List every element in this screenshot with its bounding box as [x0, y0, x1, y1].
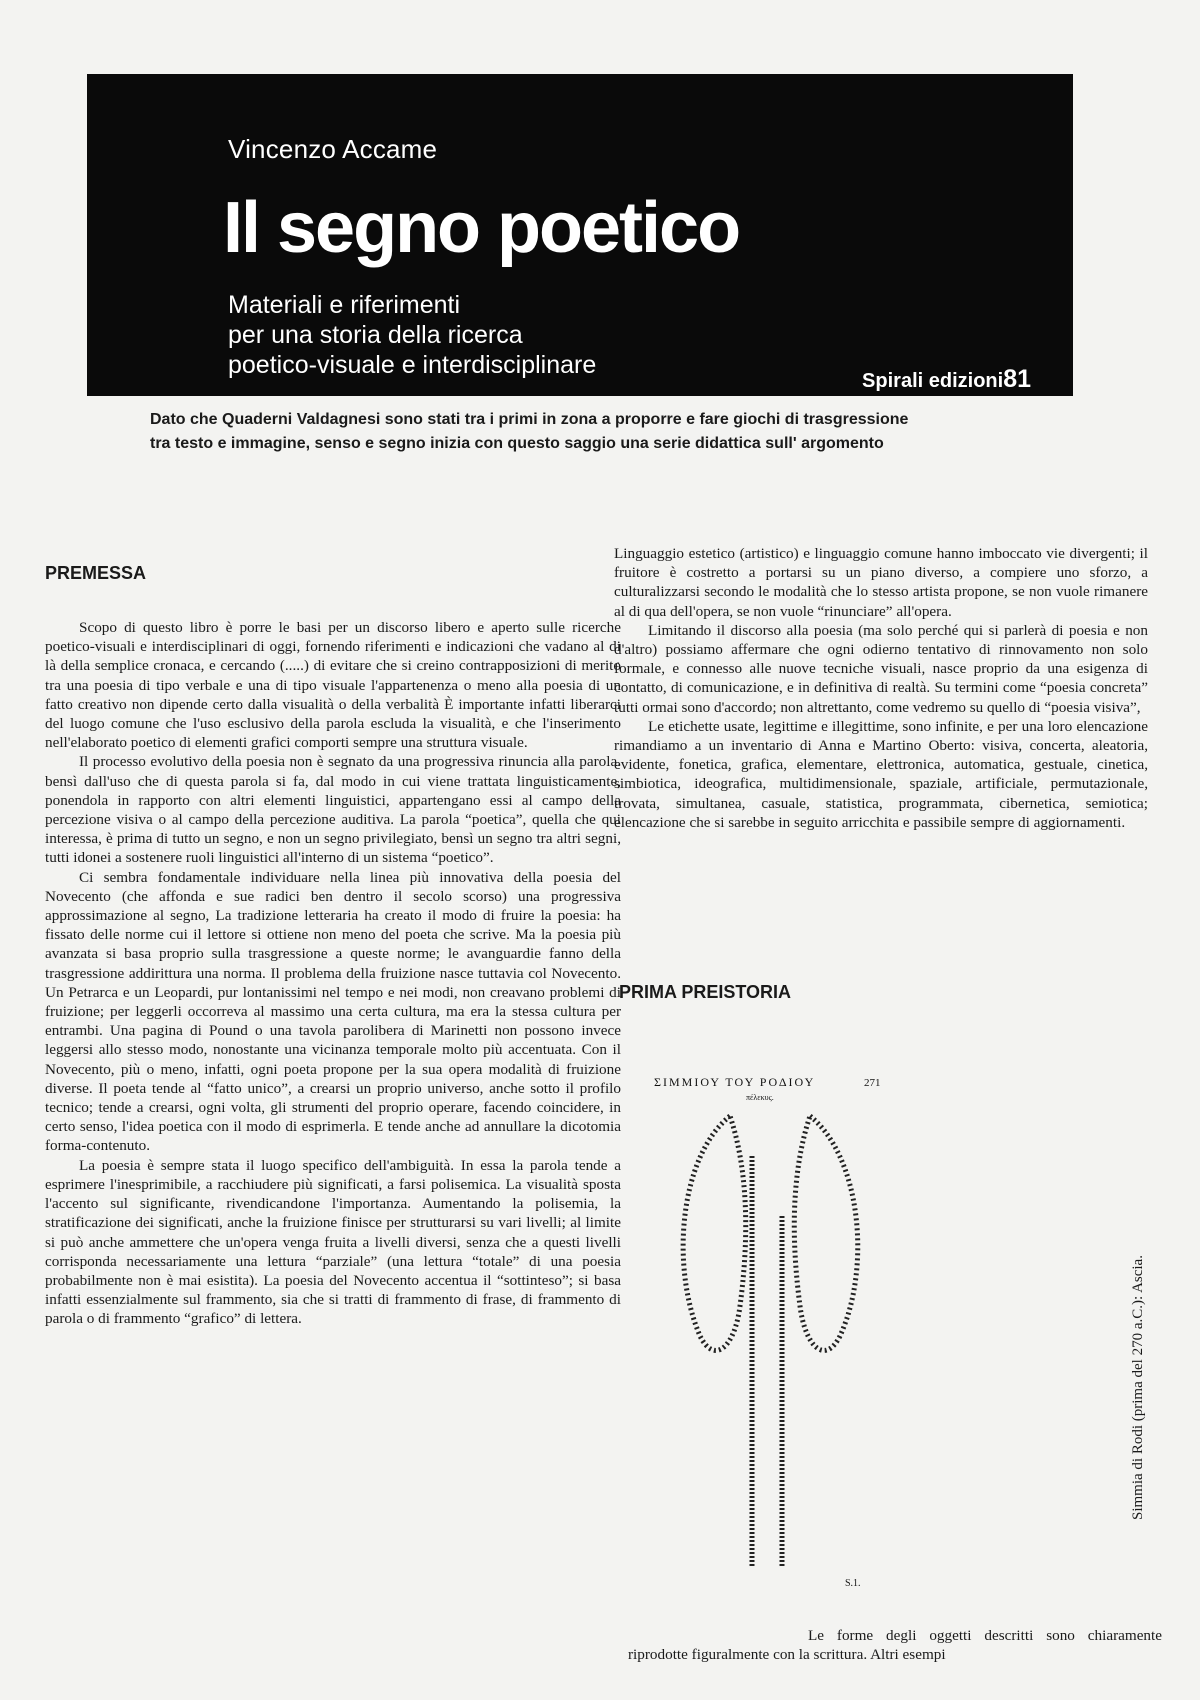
subtitle-line: Materiali e riferimenti	[228, 291, 461, 319]
figure-sub-label: πέλεκυς.	[746, 1093, 774, 1102]
axe-blade-left	[683, 1116, 746, 1350]
left-column	[45, 618, 621, 1329]
paragraph: Il processo evolutivo della poesia non è segnato da una progressiva rinuncia alla parola. bensì dall'uso che di questa parola si fa, dal modo in cui viene trattata linguisticamente, ponendola in rapporto con altri elementi linguistici, appartengano essi al campo della percezione visiva o al campo della percezione auditiva. La parola “poetica”, quella che qui interessa, è prima di tutto un segno, e non un segno privilegiato, bensì un segno tra altri segni, tutti idonei a sostenere ruoli linguistici all'interno di un sistema “poetico”.	[45, 753, 621, 867]
intro-note	[150, 408, 1050, 456]
caption-text: Le forme degli oggetti descritti sono chiaramente riprodotte figuralmente con la scrittura. Altri esempi	[628, 1627, 1162, 1663]
publisher-imprint	[862, 367, 1031, 392]
paragraph: Le etichette usate, legittime e illegittime, sono infinite, e per una loro elencazione rimandiamo a un inventario di Anna e Martino Oberto: visiva, concerta, aleatoria, evidente, fonetica, grafica, elementare, elettronica, automatica, gestuale, cinetica, simbiotica, ideografica, multidimensionale, spaziale, artificiale, permutazionale, trovata, simultanea, casuale, statistica, programmata, cibernetica, semiotica; elencazione che si sarebbe in seguito arricchita e passibile sempre di aggiornamenti.	[614, 717, 1148, 831]
figure-caption-vertical: Simmia di Rodi (prima del 270 a.C.): Ascia.	[1130, 1255, 1146, 1520]
right-column	[614, 544, 1148, 832]
section-heading-prima-preistoria: PRIMA PREISTORIA	[619, 982, 792, 1002]
paragraph: La poesia è sempre stata il luogo specifico dell'ambiguità. In essa la parola tende a esprimere l'inesprimibile, a racchiudere più significati, a farsi polisemica. La visualità sposta l'accento sul significante, rivendicandone l'importanza. Aumentando la polisemia, la stratificazione dei significati, anche la fruizione finisce per strutturarsi su vari livelli; al limite si può anche ammettere che un'opera venga fruita a livelli diversi, senza che a questi livelli corrisponda necessariamente una lettura “parziale” (una lettura “totale” di una poesia probabilmente non è mai esistita). La poesia del Novecento accentua il “sottinteso”; si basa infatti essenzialmente sul frammento, sia che si tratti di frammento di frase, di frammento di parola o di frammento “grafico” di lettera.	[45, 1156, 621, 1328]
title-banner	[87, 74, 1073, 396]
subtitle-line: poetico-visuale e interdisciplinare	[228, 351, 597, 379]
figure-page-ref: 271	[864, 1077, 881, 1089]
paragraph: Limitando il discorso alla poesia (ma solo perché qui si parlerà di poesia e non d'altro) possiamo affermare che ogni odierno tentativo di rinnovamento non solo formale, e connesso alle nuove tecniche visuali, nasce proprio da una esigenza di contatto, di comunicazione, e in definitiva di realtà. Su termini come “poesia concreta” tutti ormai sono d'accordo; non altrettanto, come vedremo su quello di “poesia visiva”,	[614, 621, 1148, 716]
intro-line: Dato che Quaderni Valdagnesi sono stati tra i primi in zona a proporre e fare giochi di trasgressione	[150, 411, 909, 428]
page-title: Il segno poetico	[223, 188, 740, 268]
figure-top-label: ΣΙΜΜΙΟΥ ΤΟΥ ΡΟΔΙΟΥ	[654, 1075, 816, 1089]
intro-line: tra testo e immagine, senso e segno inizia con questo saggio una serie didattica sull' argomento	[150, 435, 884, 452]
subtitle	[228, 290, 596, 380]
paragraph: Ci sembra fondamentale individuare nella linea più innovativa della poesia del Novecento (che affonda e sue radici ben dentro il secolo scorso) una progressiva approssimazione al segno, La tradizione letteraria ha creato il modo di fruire la poesia: ha fissato delle norme cui il lettore si ottiene non meno del poeta che scrive. Ma la poesia più avanzata si basa proprio sulla trasgressione a queste norme; le avanguardie fanno della trasgressione addirittura una norma. Il problema della fruizione nasce tuttavia col Novecento. Un Petrarca e un Leopardi, pur lontanissimi nel tempo e nei modi, non creavano problemi di fruizione; per leggerli occorreva al massimo una certa cultura, ma era la stessa cultura per entrambi. Una pagina di Pound o una tavola parolibera di Marinetti non possono invece leggersi allo stesso modo, nonostante una vicinanza temporale molto più accentuata. Con il Novecento, più o meno, infatti, ogni poeta propone per la sua opera modalità di fruizione diverse. Il poeta tende al “fatto unico”, a crearsi un proprio universo, anche sotto il profilo tecnico; tende a crearsi, ogni volta, gli strumenti del proprio operare, facendo coincidere, in certo senso, l'idea poetica con il modo di esprimerla. E tende anche ad annullare la dicotomia forma-contenuto.	[45, 868, 621, 1155]
author-name: Vincenzo Accame	[228, 134, 438, 164]
publisher-number: 81	[1003, 365, 1031, 393]
axe-blade-right	[794, 1116, 857, 1350]
paragraph: Scopo di questo libro è porre le basi per un discorso libero e aperto sulle ricerche poetico-visuali e interdisciplinari di oggi, fornendo riferimenti e indicazioni che vadano al di là della semplice cronaca, e cercando (.....) di evitare che si creino contrapposizioni di merito tra una poesia di tipo verbale e una di tipo visuale l'appartenenza o meno alla poesia di un fatto creativo non dipende certo dalla visualità o della verbalità È importante infatti liberarci del luogo comune che l'uso esclusivo della parola escluda la visualità, e che l'inserimento nell'elaborato poetico di elementi grafici comporti sempre una struttura visuale.	[45, 619, 621, 752]
publisher-name: Spirali edizioni	[862, 370, 1004, 392]
figure-corner-label: S.1.	[845, 1578, 861, 1589]
paragraph: Linguaggio estetico (artistico) e linguaggio comune hanno imboccato vie divergenti; il fruitore è costretto a portarsi su un piano diverso, a compiere uno sforzo, a culturalizzarsi secondo le modalità che lo stesso artista propone, se non vuole rimanere al di qua dell'opera, se non vuole “rinunciare” all'opera.	[614, 545, 1148, 620]
section-heading-premessa: PREMESSA	[45, 563, 147, 583]
subtitle-line: per una storia della ricerca	[228, 321, 523, 349]
figure-caption	[628, 1626, 1162, 1664]
axe-poem-figure	[640, 1066, 900, 1606]
